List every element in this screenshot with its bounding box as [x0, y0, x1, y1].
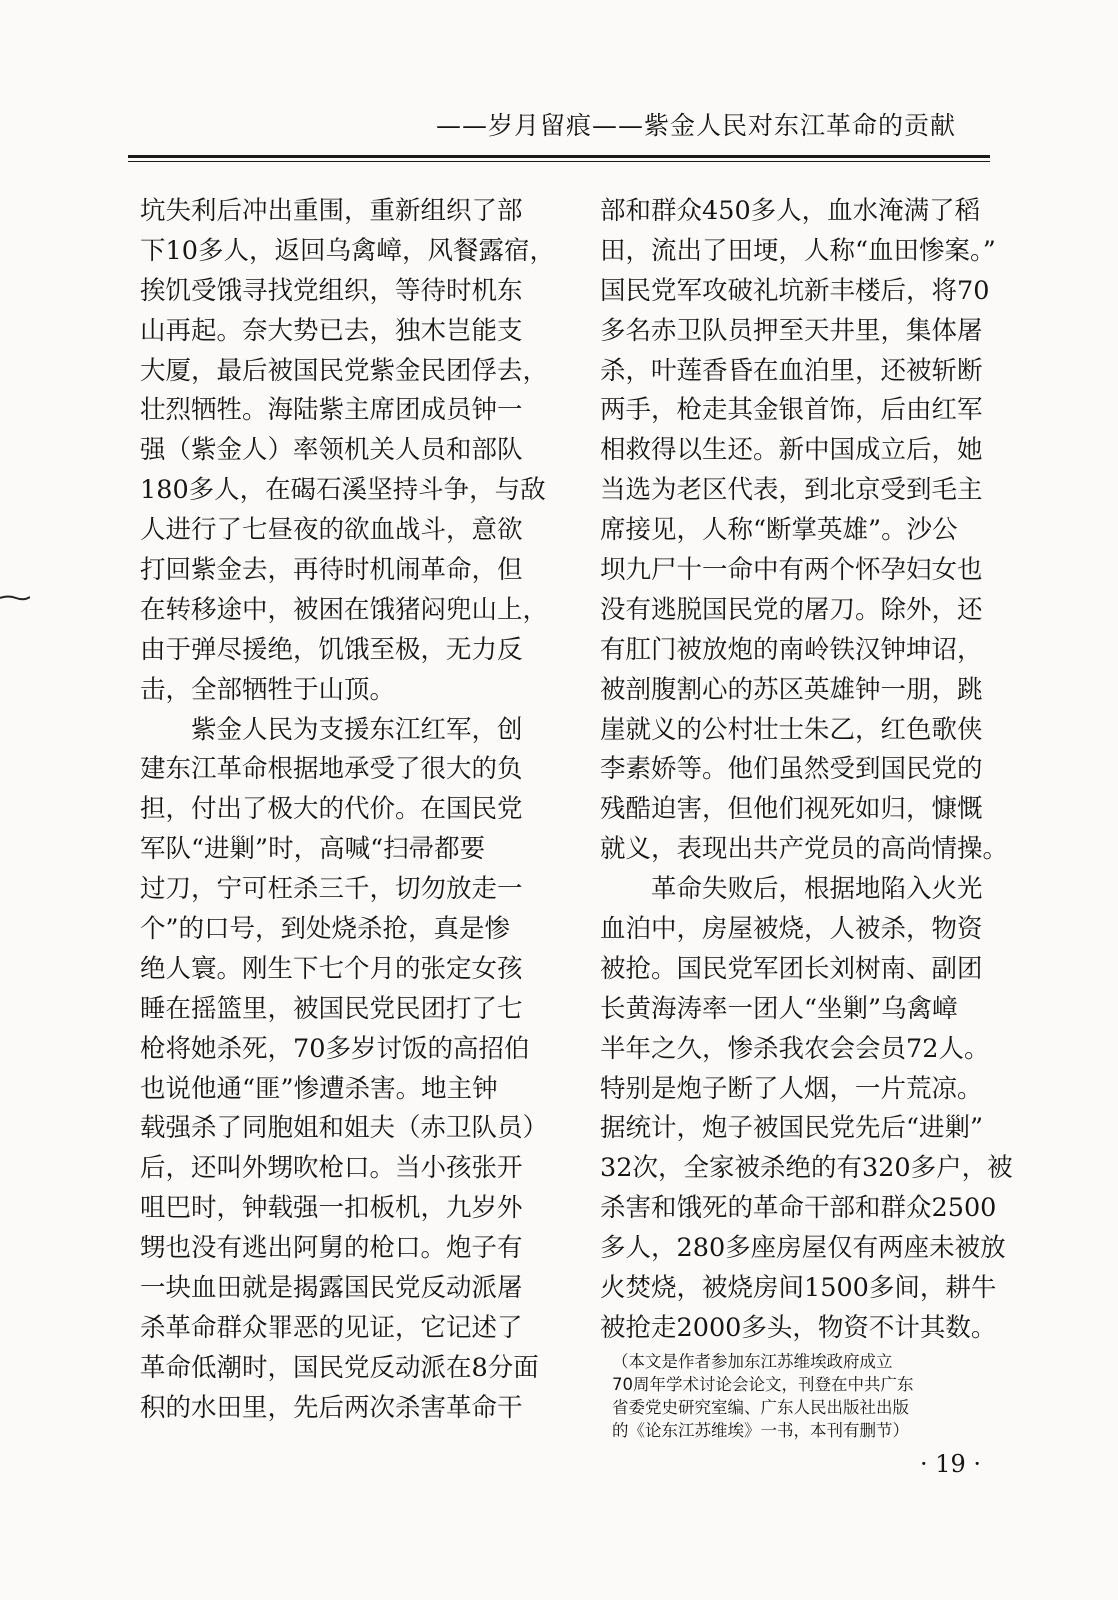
left-column-line: 枪将她杀死，70多岁讨饭的高招伯: [140, 1033, 530, 1064]
left-column-line: 也说他通“匪”惨遭杀害。地主钟: [140, 1073, 498, 1104]
right-column-line: 长黄海涛率一团人“坐剿”乌禽嶂: [600, 993, 958, 1024]
left-column-line: 甥也没有逃出阿舅的枪口。炮子有: [140, 1233, 523, 1264]
right-column-line: 半年之久，惨杀我农会会员72人。: [600, 1033, 990, 1064]
right-column-line: 李素娇等。他们虽然受到国民党的: [600, 754, 983, 785]
left-column-line: 坑失利后冲出重围，重新组织了部: [140, 196, 523, 226]
page-number: · 19 ·: [920, 1450, 982, 1478]
right-column-line: 被抢。国民党军团长刘树南、副团: [600, 953, 983, 984]
right-column-line: 崖就义的公村壮士朱乙，红色歌侠: [600, 714, 983, 745]
left-column-line: 杀革命群众罪恶的见证，它记述了: [140, 1312, 523, 1343]
left-column-line: 个”的口号，到处烧杀抢，真是惨: [140, 914, 511, 945]
right-column-line: 部和群众450多人，血水淹满了稻: [600, 196, 981, 226]
right-column-line: 就义，表现出共产党员的高尚情操。: [600, 834, 1009, 865]
left-column-line: 击，全部牺牲于山顶。: [140, 674, 396, 705]
left-column-line: 壮烈牺牲。海陆紫主席团成员钟一: [140, 395, 523, 426]
left-column-line: 山再起。奈大势已去，独木岂能支: [140, 315, 523, 346]
running-header: ——岁月留痕——紫金人民对东江革命的贡献: [436, 111, 957, 140]
left-column-line: 大厦，最后被国民党紫金民团俘去，: [140, 355, 549, 386]
left-column-line: 过刀，宁可枉杀三千，切勿放走一: [140, 874, 523, 905]
left-column-line: 绝人寰。刚生下七个月的张定女孩: [140, 953, 523, 984]
left-column-line: 下10多人，返回乌禽嶂，风餐露宿，: [140, 235, 555, 266]
left-column: [140, 192, 555, 1429]
right-column-line: 田，流出了田埂，人称“血田惨案。”: [600, 235, 996, 266]
left-column-line: 强（紫金人）率领机关人员和部队: [140, 435, 523, 466]
right-column-line: 相救得以生还。新中国成立后，她: [600, 435, 983, 466]
left-column-line: 人进行了七昼夜的欲血战斗，意欲: [140, 515, 523, 546]
left-column-line: 在转移途中，被困在饿猪闷兜山上，: [140, 594, 549, 625]
left-column-line: 积的水田里，先后两次杀害革命干: [140, 1392, 523, 1423]
right-column-line: 被抢走2000多头，物资不计其数。: [600, 1312, 997, 1343]
left-column-line: 由于弹尽援绝，饥饿至极，无力反: [140, 634, 523, 665]
left-column-line: 军队“进剿”时，高喊“扫帚都要: [140, 834, 486, 865]
right-column-line: 革命失败后，根据地陷入火光: [600, 874, 983, 905]
right-column-line: 被剖腹割心的苏区英雄钟一朋，跳: [600, 674, 983, 705]
right-column-line: 坝九尸十一命中有两个怀孕妇女也: [600, 555, 983, 586]
left-column-line: 咀巴时，钟载强一扣板机，九岁外: [140, 1193, 523, 1224]
right-column-line: 两手，枪走其金银首饰，后由红军: [600, 395, 983, 426]
left-column-line: 挨饥受饿寻找党组织，等待时机东: [140, 275, 523, 306]
left-column-line: 载强杀了同胞姐和姐夫（赤卫队员）: [140, 1113, 549, 1144]
right-column-line: 没有逃脱国民党的屠刀。除外，还: [600, 594, 983, 625]
right-column-line: 杀，叶莲香昏在血泊里，还被斩断: [600, 355, 983, 386]
left-column-line: 担，付出了极大的代价。在国民党: [140, 794, 523, 825]
left-column-line: 打回紫金去，再待时机闹革命，但: [140, 555, 523, 586]
right-column-line: 血泊中，房屋被烧，人被杀，物资: [600, 914, 983, 945]
footnote-line: 的《论东江苏维埃》一书，本刊有删节）: [612, 1421, 909, 1440]
left-column-line: 革命低潮时，国民党反动派在8分面: [140, 1352, 539, 1383]
left-column-line: 一块血田就是揭露国民党反动派屠: [140, 1273, 523, 1304]
right-column-line: 残酷迫害，但他们视死如归，慷慨: [600, 794, 983, 825]
right-column-line: 当选为老区代表，到北京受到毛主: [600, 475, 983, 506]
right-column-line: 多名赤卫队员押至天井里，集体屠: [600, 315, 983, 346]
header-rule-thick: [128, 155, 990, 158]
footnote-line: （本文是作者参加东江苏维埃政府成立: [612, 1352, 893, 1371]
right-column-line: 特别是炮子断了人烟，一片荒凉。: [600, 1073, 983, 1104]
left-column-line: 180多人，在碣石溪坚持斗争，与敌: [140, 475, 546, 506]
right-column-line: 有肛门被放炮的南岭铁汉钟坤诏，: [600, 634, 983, 665]
right-column-line: 多人，280多座房屋仅有两座未被放: [600, 1233, 1006, 1264]
footnote-line: 70周年学术讨论会论文，刊登在中共广东: [612, 1375, 914, 1394]
left-column-line: 紫金人民为支援东江红军，创: [140, 714, 523, 745]
right-column-line: 国民党军攻破礼坑新丰楼后，将70: [600, 275, 990, 306]
right-column-line: 火焚烧，被烧房间1500多间，耕牛: [600, 1273, 997, 1304]
left-column-line: 睡在摇篮里，被国民党民团打了七: [140, 993, 523, 1024]
right-column: [600, 192, 1013, 1349]
margin-scan-mark: [0, 594, 30, 602]
left-column-line: 后，还叫外甥吹枪口。当小孩张开: [140, 1153, 523, 1184]
header-rule-thin: [128, 161, 990, 162]
right-column-line: 杀害和饿死的革命干部和群众2500: [600, 1193, 997, 1224]
right-column-line: 据统计，炮子被国民党先后“进剿”: [600, 1113, 984, 1144]
footnote-line: 省委党史研究室编、广东人民出版社出版: [612, 1398, 909, 1417]
left-column-line: 建东江革命根据地承受了很大的负: [140, 754, 523, 785]
right-column-line: 32次，全家被杀绝的有320多户，被: [600, 1153, 1013, 1184]
footnote: [612, 1350, 1012, 1442]
right-column-line: 席接见，人称“断掌英雄”。沙公: [600, 515, 958, 546]
